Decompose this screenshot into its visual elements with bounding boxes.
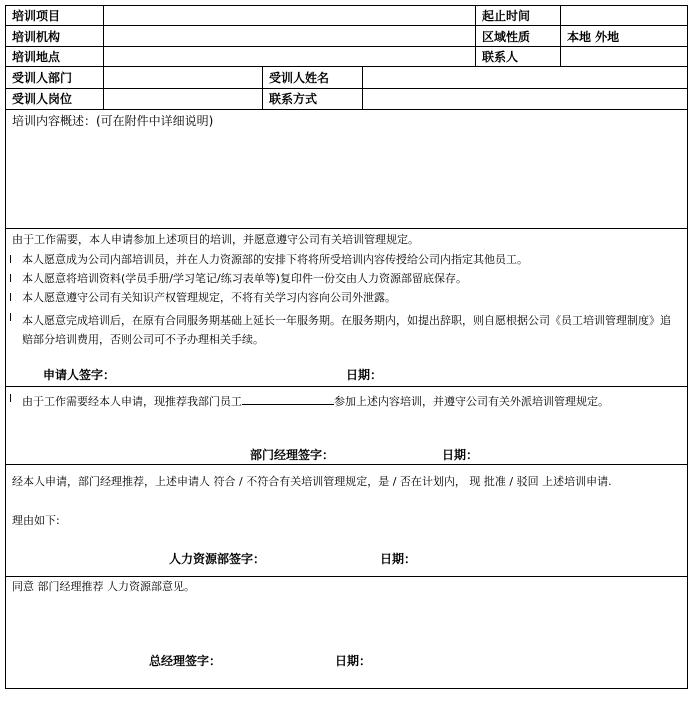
hr-sign-label: 人力资源部签字： (169, 552, 266, 566)
bullet-marker: l (9, 272, 13, 285)
column-divider (475, 6, 476, 67)
section-divider (6, 464, 687, 465)
row-divider (6, 25, 687, 26)
row-divider (6, 109, 687, 110)
employee-name-blank[interactable] (242, 393, 334, 405)
column-divider (560, 6, 561, 67)
contact-label: 联系人 (482, 50, 519, 64)
project-label: 培训项目 (12, 9, 61, 23)
region-label: 区域性质 (482, 30, 531, 44)
commitment-item: 本人愿意成为公司内部培训员，并在人力资源部的安排下将将所受培训内容传授给公司内指定其他员工。 (22, 253, 528, 266)
row-divider (6, 46, 687, 47)
dept-manager-sign-label: 部门经理签字： (250, 448, 335, 462)
trainee-name-label: 受训人姓名 (269, 71, 330, 85)
recommendation-text-before: 由于工作需要经本人申请，现推荐我部门员工 (22, 395, 242, 408)
hr-opinion-text: 经本人申请，部门经理推荐，上述申请人 符合 / 不符合有关培训管理规定，是 / 否在计划内， 现 批准 / 驳回 上述培训申请. (12, 475, 612, 488)
applicant-date-label: 日期： (346, 368, 383, 382)
bullet-marker: l (9, 291, 13, 304)
commitment-intro: 由于工作需要，本人申请参加上述项目的培训，并愿意遵守公司有关培训管理规定。 (12, 233, 419, 246)
dept-manager-date-label: 日期： (442, 448, 479, 462)
org-label: 培训机构 (12, 30, 61, 44)
commitment-item: 本人愿意将培训资料(学员手册/学习笔记/练习表单等)复印件一份交由人力资源部留底保存。 (22, 272, 467, 285)
section-divider (6, 386, 687, 387)
dept-recommendation-text (22, 392, 682, 411)
applicant-sign-label: 申请人签字： (43, 368, 116, 382)
column-divider (103, 6, 104, 109)
section-divider (6, 228, 687, 229)
bullet-marker: l (9, 311, 13, 324)
commitment-item: 本人愿意遵守公司有关知识产权管理规定，不将有关学习内容向公司外泄露。 (22, 291, 396, 304)
dept-label: 受训人部门 (12, 71, 73, 85)
position-label: 受训人岗位 (12, 92, 73, 106)
column-divider (262, 67, 263, 109)
column-divider (362, 67, 363, 109)
bullet-marker: l (9, 253, 13, 266)
training-application-form (5, 5, 688, 689)
gm-date-label: 日期： (335, 654, 372, 668)
location-label: 培训地点 (12, 50, 61, 64)
hr-date-label: 日期： (380, 552, 417, 566)
gm-opinion-text: 同意 部门经理推荐 人力资源部意见。 (12, 580, 195, 593)
row-divider (6, 88, 687, 89)
period-label: 起止时间 (482, 9, 531, 23)
recommendation-text-after: 参加上述内容培训，并遵守公司有关外派培训管理规定。 (334, 395, 609, 408)
gm-sign-label: 总经理签字： (149, 654, 222, 668)
hr-reason-label: 理由如下: (12, 514, 60, 527)
commitment-item: 本人愿意完成培训后，在原有合同服务期基础上延长一年服务期。在服务期内，如提出辞职，则自愿根据公司《员工培训管理制度》追赔部分培训费用，否则公司可不予办理相关手续。 (22, 314, 671, 346)
row-divider (6, 66, 687, 67)
section-divider (6, 576, 687, 577)
summary-label: 培训内容概述：(可在附件中详细说明) (12, 114, 214, 128)
phone-label: 联系方式 (269, 92, 318, 106)
region-field[interactable]: 本地 外地 (567, 30, 620, 44)
bullet-marker: l (9, 392, 13, 405)
